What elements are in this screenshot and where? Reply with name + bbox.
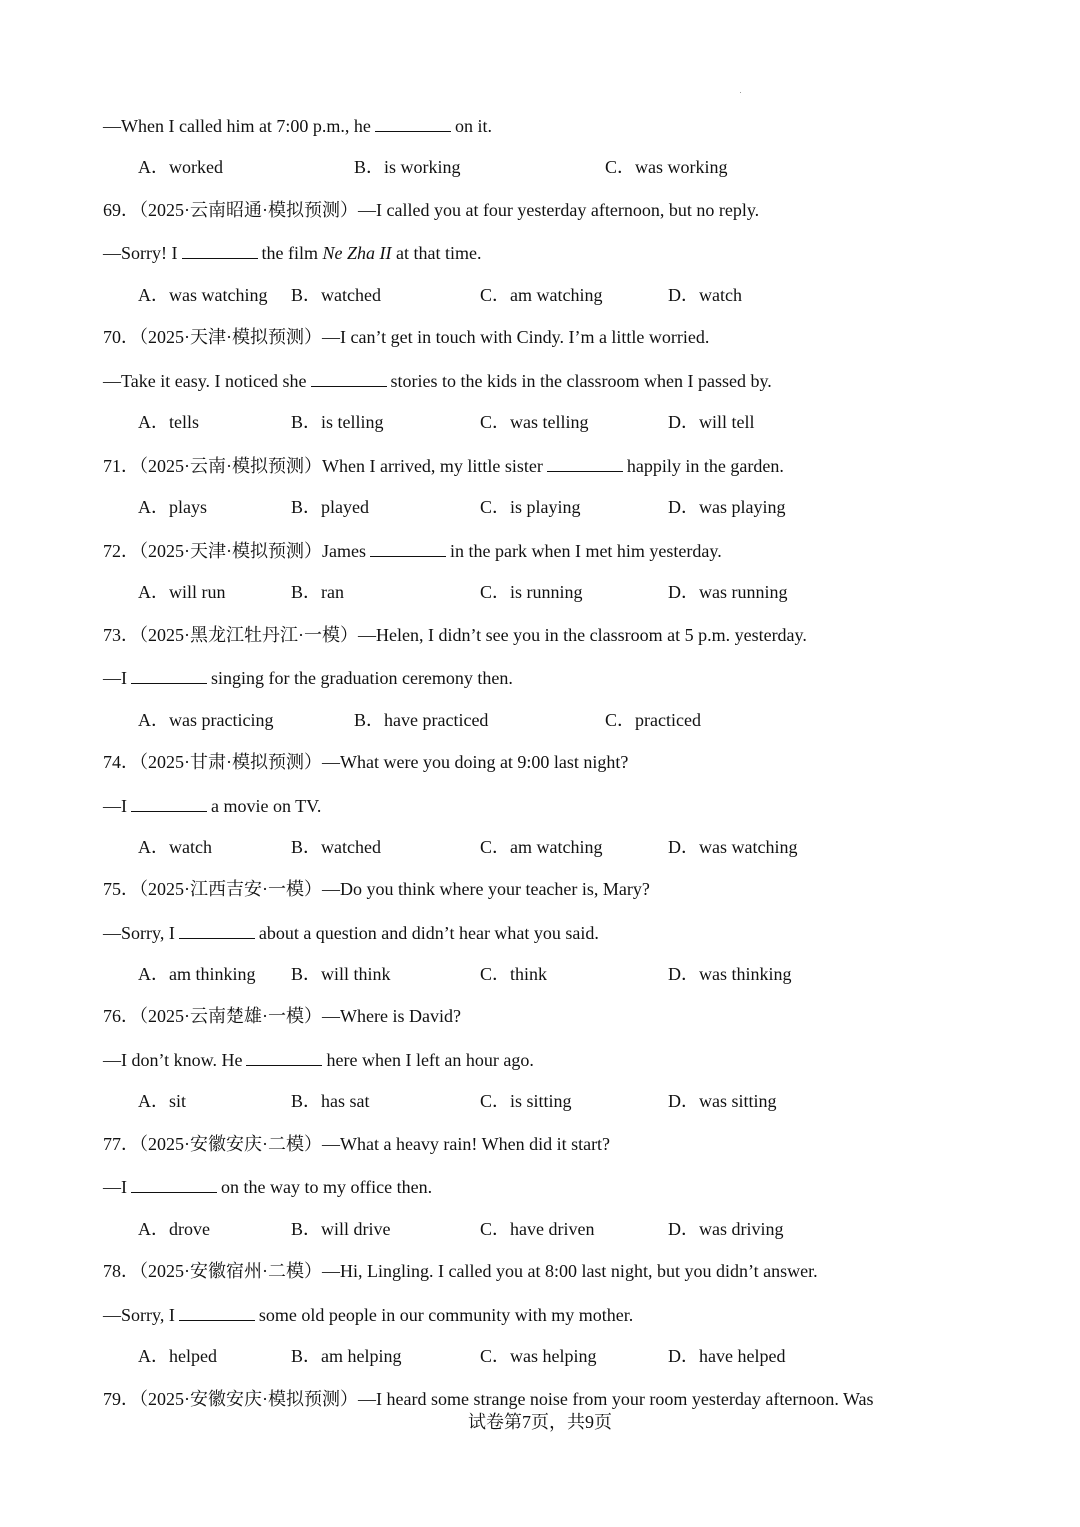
answer-blank bbox=[179, 1302, 255, 1321]
q78-options bbox=[138, 1344, 978, 1368]
q72-prompt bbox=[103, 538, 722, 563]
option-b[interactable]: B．will think bbox=[291, 964, 391, 984]
q73-dialog-line bbox=[103, 665, 513, 690]
q72-prompt-post: in the park when I met him yesterday. bbox=[449, 541, 722, 561]
q69-line-mid: the film bbox=[261, 243, 318, 263]
option-a[interactable]: A．sit bbox=[138, 1091, 187, 1111]
q74-line-post: a movie on TV. bbox=[211, 796, 322, 816]
option-a[interactable]: A．tells bbox=[138, 412, 199, 432]
option-d[interactable]: D．have helped bbox=[668, 1346, 786, 1366]
q77-prompt: 77．（2025·安徽安庆·二模）—What a heavy rain! When did it start? bbox=[103, 1134, 611, 1154]
q72-options bbox=[138, 580, 978, 604]
q70-line-pre: —Take it easy. I noticed she bbox=[103, 371, 307, 391]
film-title: Ne Zha II bbox=[322, 243, 392, 263]
q69-line-post: at that time. bbox=[396, 243, 482, 263]
option-a[interactable]: A．was practicing bbox=[138, 710, 274, 730]
option-a[interactable]: A．worked bbox=[138, 157, 223, 177]
q75-dialog-line bbox=[103, 920, 599, 945]
option-c[interactable]: C．have driven bbox=[480, 1219, 595, 1239]
q74-options bbox=[138, 835, 978, 859]
q76-dialog-line bbox=[103, 1047, 534, 1072]
q75-line-pre: —Sorry, I bbox=[103, 923, 175, 943]
q68-line-pre: —When I called him at 7:00 p.m., he bbox=[103, 116, 371, 136]
q69-line-pre: —Sorry! I bbox=[103, 243, 178, 263]
option-b[interactable]: B．ran bbox=[291, 582, 344, 602]
answer-blank bbox=[246, 1047, 322, 1066]
page-footer: 试卷第7页，共9页 bbox=[468, 1412, 612, 1432]
q73-line-post: singing for the graduation ceremony then. bbox=[211, 668, 513, 688]
q77-options bbox=[138, 1217, 978, 1241]
option-b[interactable]: B．watched bbox=[291, 837, 381, 857]
q74-dialog-line bbox=[103, 793, 321, 818]
q68-options bbox=[138, 155, 978, 179]
q75-options bbox=[138, 962, 978, 986]
q78-line-pre: —Sorry, I bbox=[103, 1305, 175, 1325]
q73-prompt: 73．（2025·黑龙江牡丹江·一模）—Helen, I didn’t see you in the classroom at 5 p.m. yesterday. bbox=[103, 625, 807, 645]
answer-blank bbox=[311, 368, 387, 387]
q77-dialog-line bbox=[103, 1174, 432, 1199]
q69-options bbox=[138, 283, 978, 307]
answer-blank bbox=[131, 793, 207, 812]
q75-line-post: about a question and didn’t hear what you said. bbox=[258, 923, 599, 943]
option-c[interactable]: C．am watching bbox=[480, 285, 603, 305]
q78-dialog-line bbox=[103, 1302, 633, 1327]
q76-options bbox=[138, 1089, 978, 1113]
q71-prompt-post: happily in the garden. bbox=[626, 456, 784, 476]
q78-prompt: 78．（2025·安徽宿州·二模）—Hi, Lingling. I called you at 8:00 last night, but you didn’t answer. bbox=[103, 1261, 818, 1281]
option-a[interactable]: A．was watching bbox=[138, 285, 268, 305]
q72-prompt-pre: 72．（2025·天津·模拟预测）James bbox=[103, 541, 366, 561]
answer-blank bbox=[131, 1174, 217, 1193]
option-b[interactable]: B．has sat bbox=[291, 1091, 370, 1111]
q70-line-post: stories to the kids in the classroom when I passed by. bbox=[390, 371, 772, 391]
q68-dialog-line bbox=[103, 113, 492, 138]
option-c[interactable]: C．is sitting bbox=[480, 1091, 572, 1111]
option-d[interactable]: D．was running bbox=[668, 582, 788, 602]
option-a[interactable]: A．am thinking bbox=[138, 964, 256, 984]
answer-blank bbox=[131, 665, 207, 684]
option-a[interactable]: A．plays bbox=[138, 497, 207, 517]
option-c[interactable]: C．was working bbox=[605, 157, 728, 177]
option-c[interactable]: C．practiced bbox=[605, 710, 701, 730]
option-d[interactable]: D．was sitting bbox=[668, 1091, 777, 1111]
option-c[interactable]: C．is running bbox=[480, 582, 583, 602]
q73-options bbox=[138, 708, 978, 732]
q74-prompt: 74．（2025·甘肃·模拟预测）—What were you doing at 9:00 last night? bbox=[103, 752, 629, 772]
q71-options bbox=[138, 495, 978, 519]
option-d[interactable]: D．was playing bbox=[668, 497, 786, 517]
answer-blank bbox=[375, 113, 451, 132]
q74-line-pre: —I bbox=[103, 796, 127, 816]
option-d[interactable]: D．was watching bbox=[668, 837, 798, 857]
option-d[interactable]: D．was driving bbox=[668, 1219, 784, 1239]
q70-options bbox=[138, 410, 978, 434]
option-a[interactable]: A．watch bbox=[138, 837, 212, 857]
answer-blank bbox=[179, 920, 255, 939]
q76-line-post: here when I left an hour ago. bbox=[326, 1050, 534, 1070]
q79-prompt: 79．（2025·安徽安庆·模拟预测）—I heard some strange noise from your room yesterday afternoon. Was bbox=[103, 1389, 874, 1409]
answer-blank bbox=[547, 453, 623, 472]
option-d[interactable]: D．watch bbox=[668, 285, 742, 305]
option-b[interactable]: B．is telling bbox=[291, 412, 384, 432]
answer-blank bbox=[182, 240, 258, 259]
option-c[interactable]: C．was helping bbox=[480, 1346, 597, 1366]
option-c[interactable]: C．was telling bbox=[480, 412, 589, 432]
option-b[interactable]: B．played bbox=[291, 497, 369, 517]
option-b[interactable]: B．will drive bbox=[291, 1219, 391, 1239]
q69-dialog-line bbox=[103, 240, 481, 265]
answer-blank bbox=[370, 538, 446, 557]
option-c[interactable]: C．am watching bbox=[480, 837, 603, 857]
option-a[interactable]: A．drove bbox=[138, 1219, 210, 1239]
scan-speck bbox=[740, 92, 741, 93]
q77-line-pre: —I bbox=[103, 1177, 127, 1197]
q76-line-pre: —I don’t know. He bbox=[103, 1050, 243, 1070]
option-b[interactable]: B．have practiced bbox=[354, 710, 489, 730]
q77-line-post: on the way to my office then. bbox=[221, 1177, 433, 1197]
option-d[interactable]: D．was thinking bbox=[668, 964, 792, 984]
q73-line-pre: —I bbox=[103, 668, 127, 688]
option-b[interactable]: B．watched bbox=[291, 285, 381, 305]
option-a[interactable]: A．helped bbox=[138, 1346, 217, 1366]
option-c[interactable]: C．is playing bbox=[480, 497, 581, 517]
option-c[interactable]: C．think bbox=[480, 964, 548, 984]
q71-prompt bbox=[103, 453, 784, 478]
option-d[interactable]: D．will tell bbox=[668, 412, 755, 432]
q78-line-post: some old people in our community with my mother. bbox=[258, 1305, 634, 1325]
option-b[interactable]: B．am helping bbox=[291, 1346, 402, 1366]
option-b[interactable]: B．is working bbox=[354, 157, 461, 177]
q68-line-post: on it. bbox=[454, 116, 492, 136]
q75-prompt: 75．（2025·江西吉安·一模）—Do you think where your teacher is, Mary? bbox=[103, 879, 650, 899]
q76-prompt: 76．（2025·云南楚雄·一模）—Where is David? bbox=[103, 1006, 461, 1026]
q70-prompt: 70．（2025·天津·模拟预测）—I can’t get in touch with Cindy. I’m a little worried. bbox=[103, 327, 710, 347]
option-a[interactable]: A．will run bbox=[138, 582, 226, 602]
q70-dialog-line bbox=[103, 368, 772, 393]
q71-prompt-pre: 71．（2025·云南·模拟预测）When I arrived, my little sister bbox=[103, 456, 543, 476]
q69-prompt: 69．（2025·云南昭通·模拟预测）—I called you at four yesterday afternoon, but no reply. bbox=[103, 200, 760, 220]
